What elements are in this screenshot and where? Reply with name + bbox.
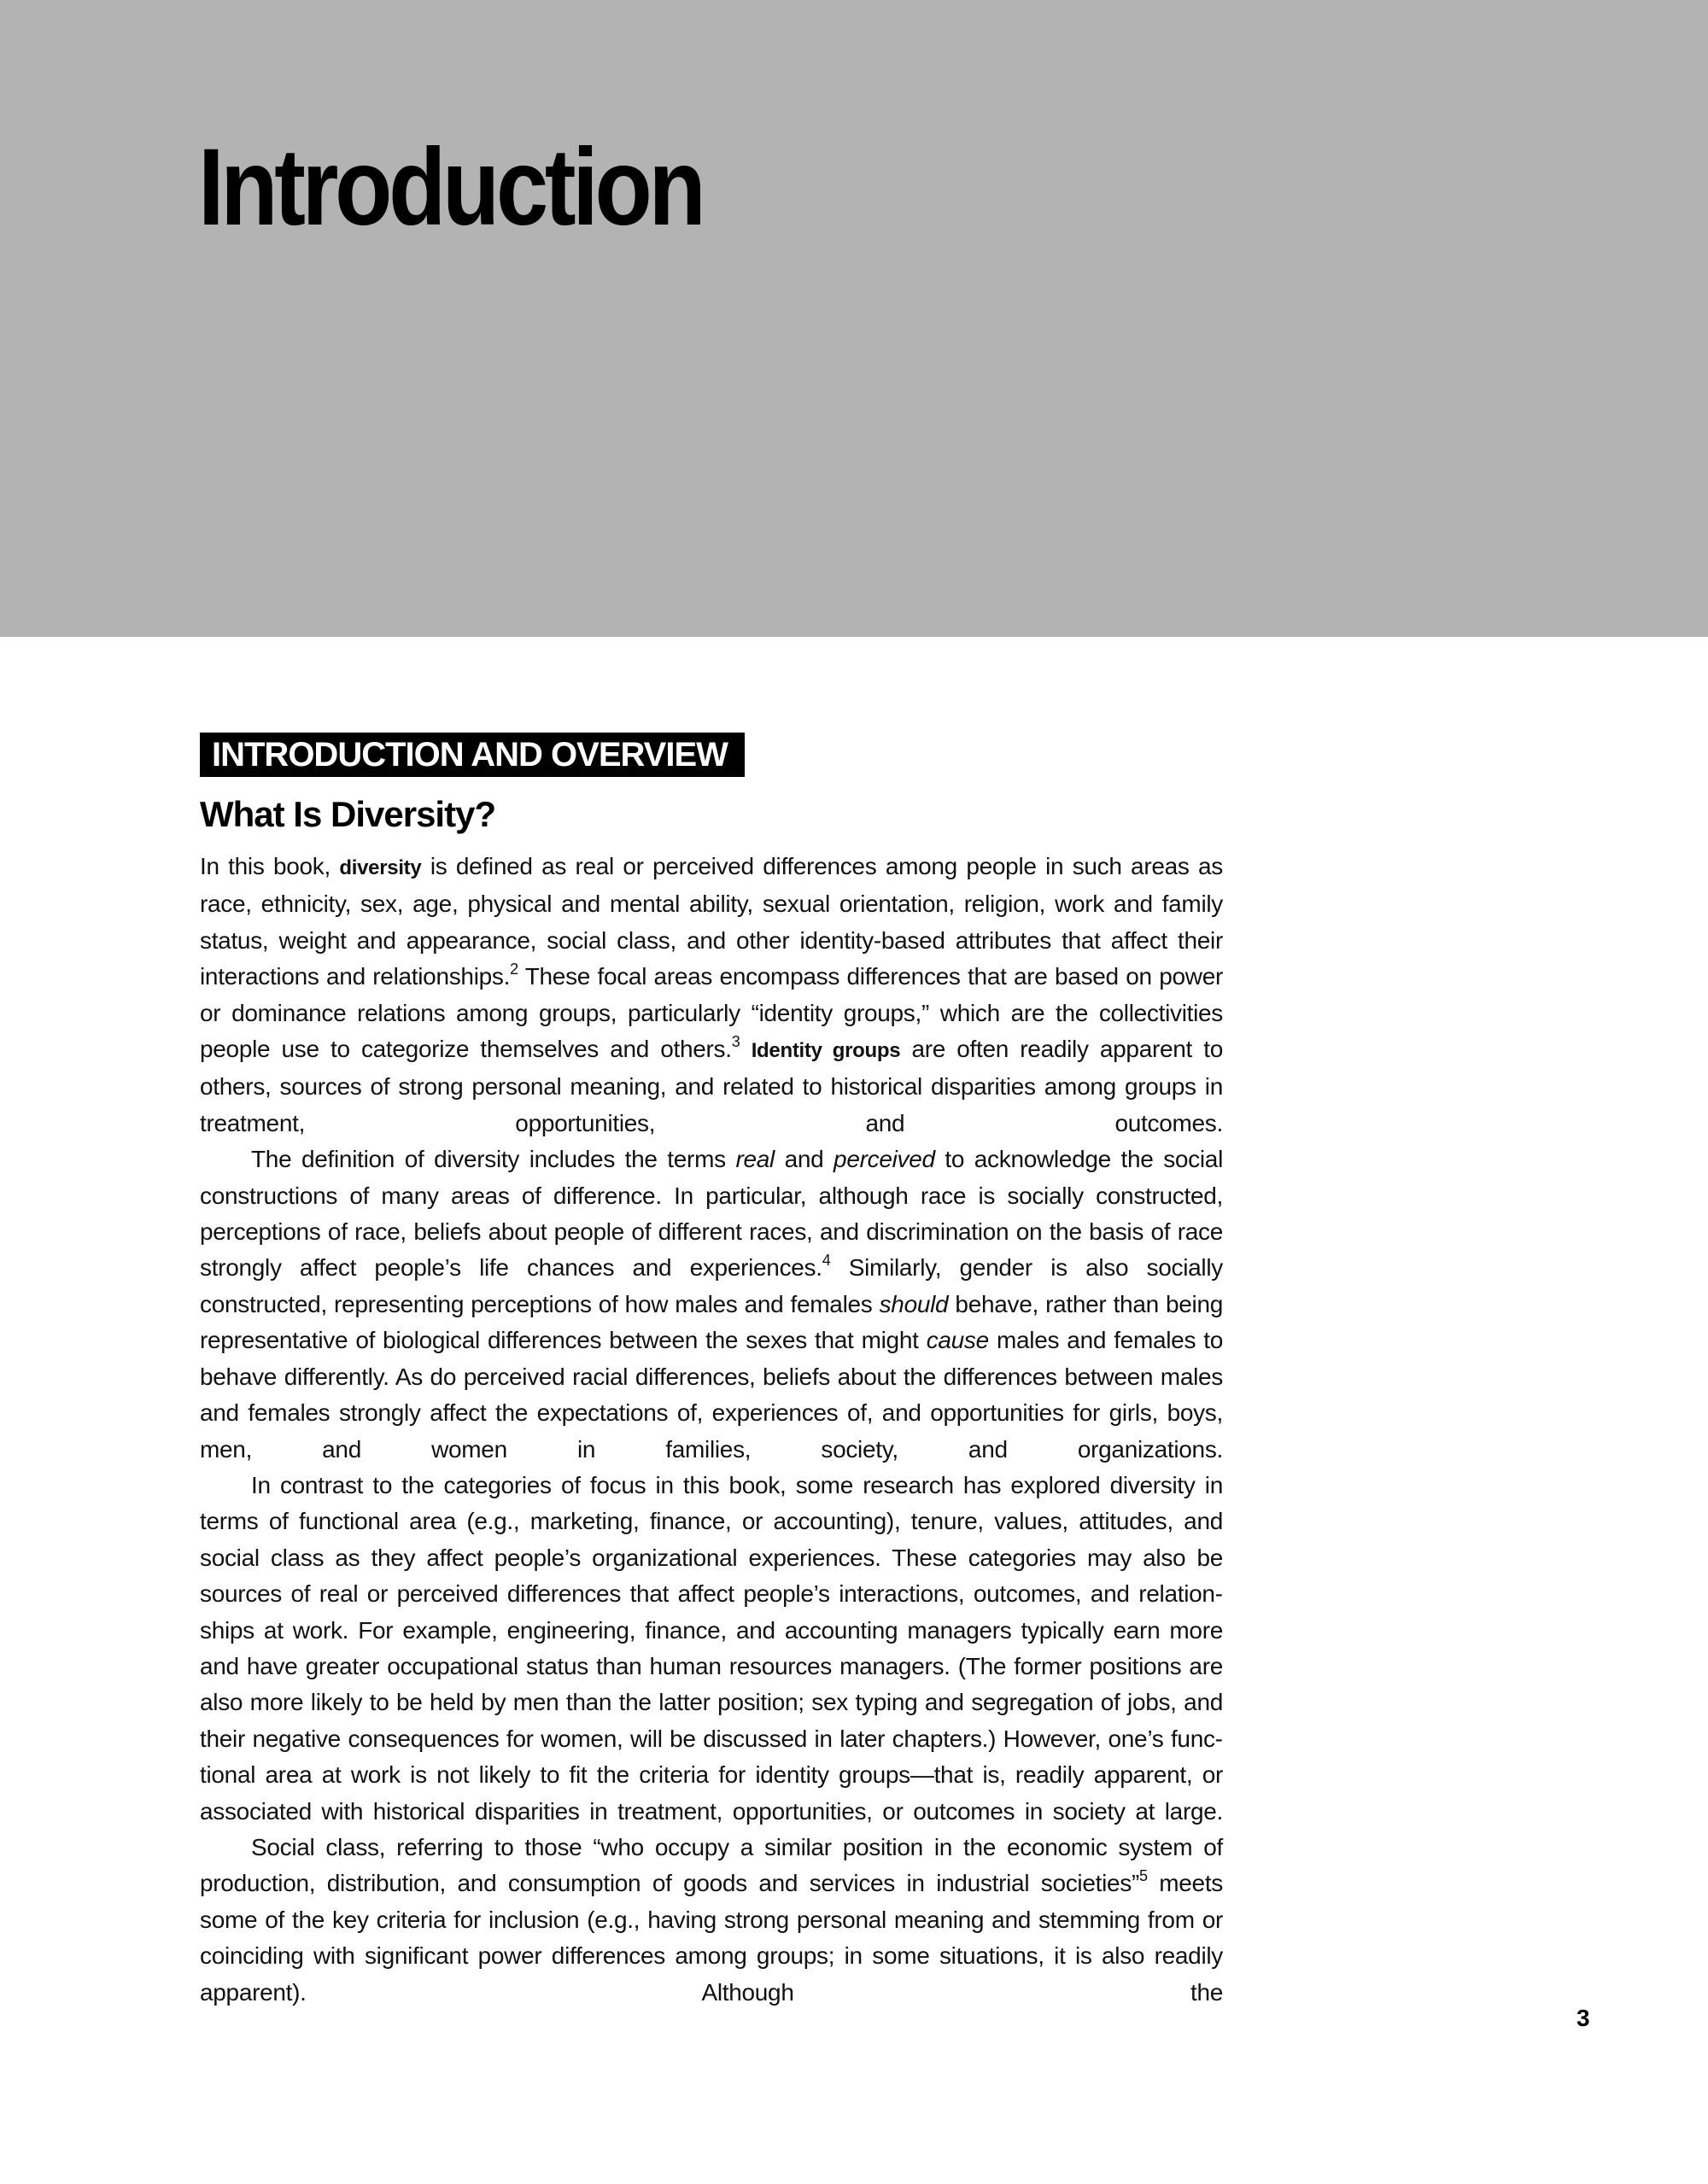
emphasis: should (879, 1290, 949, 1317)
text-run: In contrast to the categories of focus in this book, some research has explored diversity in terms of functional area (e.g., marketing, finance, or accounting), tenure, values, attitudes, and social class as they affect people’s organizational experiences. These categories may also be sources of real or perceived differences that affect people’s interactions, outcomes, and relationships at work. For example, engineering, finance, and accounting managers typically earn more and have greater occupational status than human resources managers. (The former positions are also more likely to be held by men than the latter position; sex typing and segregation of jobs, and their negative consequences for women, will be discussed in later chapters.) However, one’s functional area at work is not likely to fit the criteria for identity groups—that is, readily apparent, or associated with historical disparities in treatment, opportunities, or outcomes in society at large. (200, 1471, 1223, 1825)
footnote-reference: 4 (822, 1252, 831, 1270)
body-text (200, 849, 1223, 2011)
key-term: Identity groups (751, 1039, 901, 1063)
footnote-reference: 2 (510, 961, 518, 978)
text-run: Social class, referring to those “who occupy a similar position in the economic system of production, distribution, and consumption of goods and services in industrial societies” (200, 1833, 1223, 1897)
page-number: 3 (1576, 2005, 1590, 2031)
text-run (740, 1036, 751, 1062)
text-run: The definition of diversity includes the terms (251, 1146, 736, 1173)
section-heading: What Is Diversity? (200, 794, 496, 834)
text-run: to acknowledge the social constructions of many areas of difference. In particular, although race is socially constructed, perceptions of race, beliefs about people of different races, and discrimination on the basis of race strongly affect people’s life chances and experiences. (200, 1146, 1223, 1282)
emphasis: perceived (834, 1146, 935, 1173)
text-run: males and females to behave differently. As do perceived racial differences, beliefs about the differences between males and females strongly affect the expectations of, experiences of, and opportunities for girls, boys, men, and women in families, society, and organizations. (200, 1327, 1223, 1463)
section-label: INTRODUCTION AND OVERVIEW (200, 733, 745, 777)
text-run: meets some of the key criteria for inclusion (e.g., having strong personal meaning and stemming from or coinciding with significant power differences among groups; in some situations, it is also readily apparent). Although the (200, 1870, 1224, 2006)
text-run: behave, rather than being representative of biological differences between the sexes that might (200, 1290, 1223, 1354)
text-run: is defined as real or perceived differences among people in such areas as race, ethnicity, sex, age, physical and mental ability, sexual orientation, religion, work and family status, weight and appearance, social class, and other identity-based attributes that affect their interactions and relationships. (200, 853, 1223, 990)
text-run: These focal areas encompass differences that are based on power or dominance relations among groups, particularly “identity groups,” which are the collectivities people use to categorize themselves and others. (200, 963, 1223, 1063)
text-run: and (774, 1146, 834, 1173)
chapter-title: Introduction (198, 126, 703, 248)
footnote-reference: 3 (731, 1033, 740, 1051)
paragraph (200, 1468, 1223, 1830)
chapter-banner (0, 0, 1708, 637)
paragraph (200, 1830, 1223, 2011)
paragraph (200, 1142, 1223, 1468)
text-run: Similarly, gender is also socially constructed, representing perceptions of how males and females (200, 1254, 1223, 1317)
emphasis: cause (926, 1327, 989, 1354)
key-term: diversity (339, 856, 422, 879)
footnote-reference: 5 (1139, 1867, 1148, 1885)
text-run: are often readily apparent to others, sources of strong personal meaning, and related to historical disparities among groups in treatment, opportunities, and outcomes. (200, 1036, 1223, 1136)
emphasis: real (735, 1146, 775, 1173)
paragraph (200, 849, 1223, 1142)
text-run: In this book, (200, 853, 340, 879)
